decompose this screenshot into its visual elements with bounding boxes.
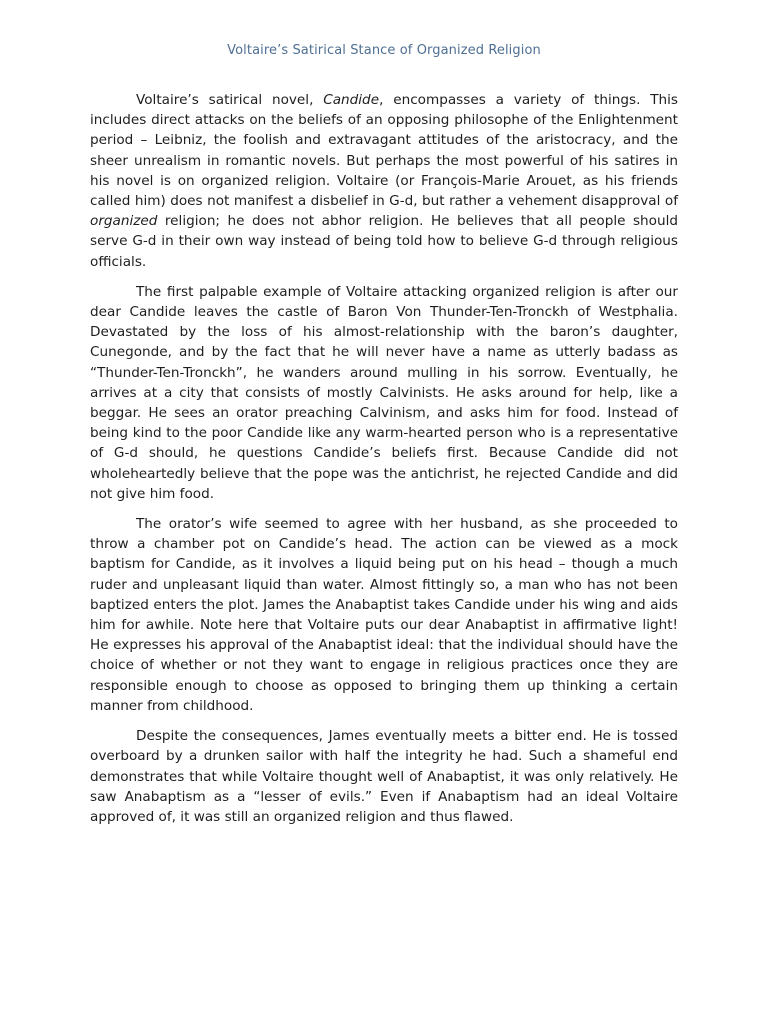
paragraph-2: The first palpable example of Voltaire attacking organized religion is after our dear Candide leaves the castle of Baron Von Thunder-Ten-Tronckh of Westphalia. Devastated by the loss of his almost-relationship with the baron’s daughter, Cunegonde, and by the fact that he will never have a name as utterly badass as “Thunder-Ten-Tronckh”, he wanders around mulling in his sorrow. Eventually, he arrives at a city that consists of mostly Calvinists. He asks around for help, like a beggar. He sees an orator preaching Calvinism, and asks him for food. Instead of being kind to the poor Candide like any warm-hearted person who is a representative of G-d should, he questions Candide’s beliefs first. Because Candide did not wholeheartedly believe that the pope was the antichrist, he rejected Candide and did not give him food. [90,283,678,502]
paragraph-1-part-2: , encompasses a variety of things. This includes direct attacks on the beliefs of an opposing philosophe of the Enlightenment period – Leibniz, the foolish and extravagant attitudes of the aristocracy, and the sheer unrealism in romantic novels. But perhaps the most powerful of his satires in his novel is on organized religion. Voltaire (or François-Marie Arouet, as his friends called him) does not manifest a disbelief in G-d, but rather a vehement disapproval of [90,92,678,210]
paragraph-4: Despite the consequences, James eventually meets a bitter end. He is tossed overboard by a drunken sailor with half the integrity he had. Such a shameful end demonstrates that while Voltaire thought well of Anabaptist, it was only relatively. He saw Anabaptism as a “lesser of evils.” Even if Anabaptism had an ideal Voltaire approved of, it was still an organized religion and thus flawed. [90,728,678,825]
document-title: Voltaire’s Satirical Stance of Organized Religion [227,43,541,58]
document-body [90,90,678,837]
italic-organized: organized [90,213,158,230]
paragraph-3: The orator’s wife seemed to agree with her husband, as she proceeded to throw a chamber pot on Candide’s head. The action can be viewed as a mock baptism for Candide, as it involves a liquid being put on his head – though a much ruder and unpleasant liquid than water. Almost fittingly so, a man who has not been baptized enters the plot. James the Anabaptist takes Candide under his wing and aids him for awhile. Note here that Voltaire puts our dear Anabaptist in affirmative light! He expresses his approval of the Anabaptist ideal: that the individual should have the choice of whether or not they want to engage in religious practices once they are responsible enough to choose as opposed to bringing them up thinking a certain manner from childhood. [90,516,678,714]
paragraph-1-part-3: religion; he does not abhor religion. He believes that all people should serve G-d in their own way instead of being told how to believe G-d through religious officials. [90,213,678,270]
paragraph-1 [90,90,678,272]
italic-candide: Candide [323,92,380,108]
paragraph-1-part-1: Voltaire’s satirical novel, [136,92,324,108]
